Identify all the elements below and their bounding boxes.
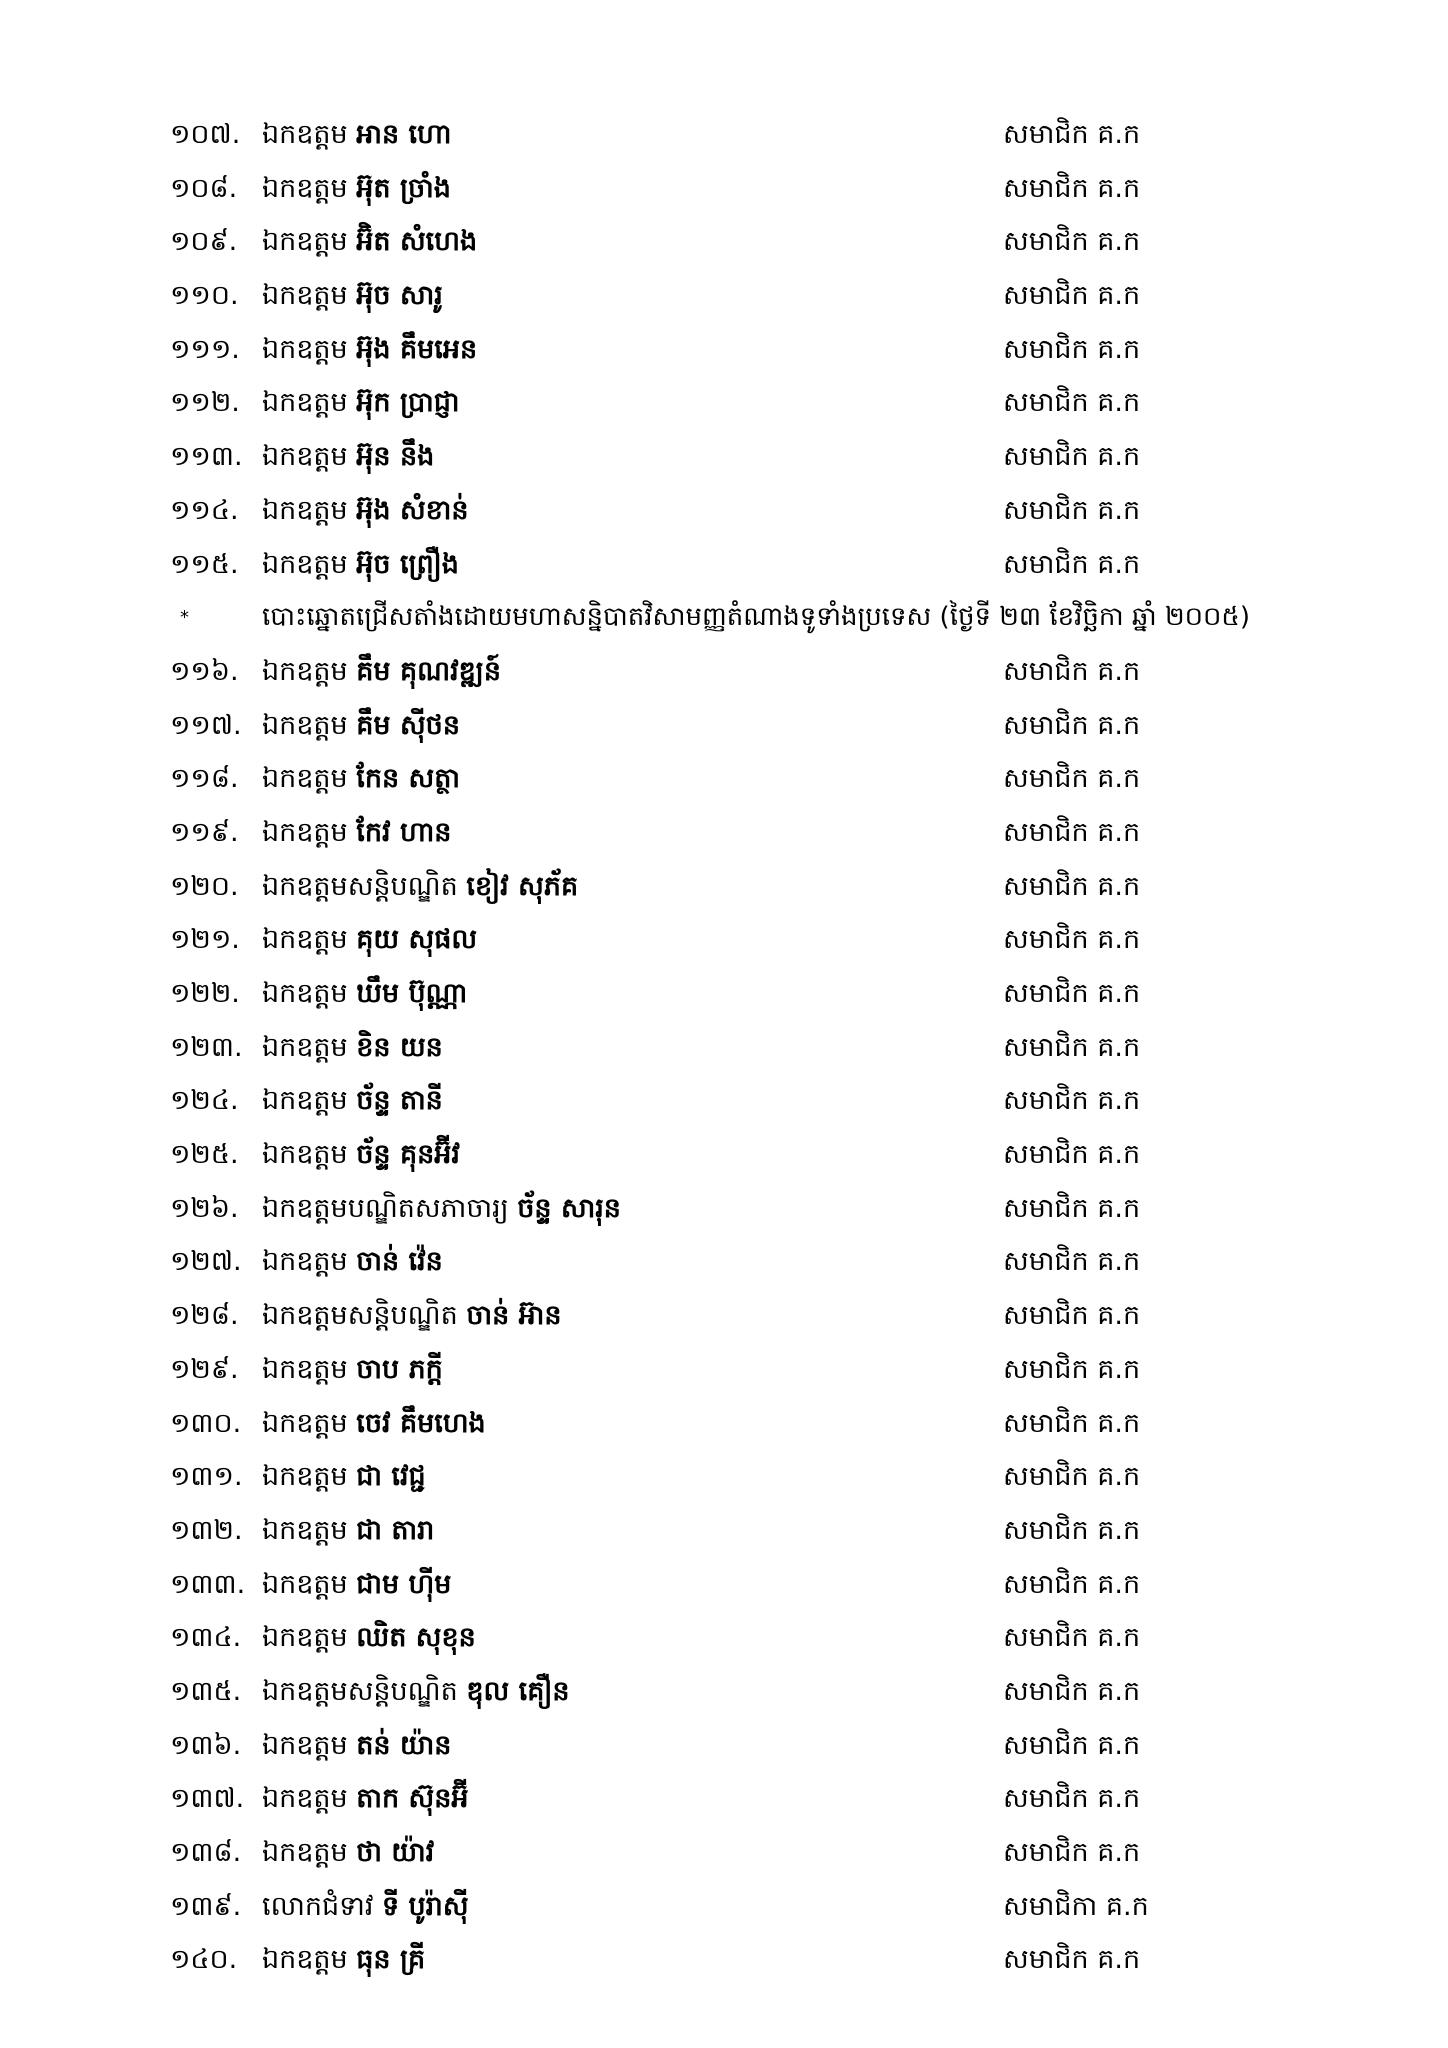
member-number: ១១៩. [170, 816, 239, 848]
member-role: សមាជិក គ.ក [1003, 1031, 1141, 1063]
member-name: តាក ស៊ុនអ៊ី [356, 1783, 469, 1815]
member-role: សមាជិក គ.ក [1003, 441, 1141, 473]
member-row [0, 484, 1448, 538]
member-title-text: ឯកឧត្តម [262, 1568, 348, 1600]
member-row [0, 1665, 1448, 1719]
member-row [0, 1235, 1448, 1289]
member-row [0, 860, 1448, 914]
member-title-text: ឯកឧត្តម [262, 978, 348, 1009]
spacer [348, 226, 357, 257]
member-title-text: ឯកឧត្តម [262, 1837, 348, 1868]
member-title [262, 538, 459, 592]
member-role: សមាជិក គ.ក [1003, 1353, 1141, 1385]
member-name: អ៊ុច សារូ [356, 280, 443, 312]
member-title [262, 1504, 434, 1558]
member-row [0, 1074, 1448, 1128]
spacer [348, 1408, 357, 1439]
member-number: ១១១. [170, 333, 240, 365]
member-name: ធុន គ្រី [356, 1944, 426, 1976]
member-name: អ៊ិត សំហេង [356, 226, 478, 258]
member-row [0, 162, 1448, 216]
member-row [0, 1182, 1448, 1236]
member-row [0, 1128, 1448, 1182]
member-title [262, 1933, 425, 1987]
member-row [0, 1289, 1448, 1343]
member-role: សមាជិក គ.ក [1003, 870, 1141, 902]
member-title-text: ឯកឧត្តម [262, 1622, 348, 1654]
member-name: គុយ សុផល [356, 924, 478, 956]
member-title [262, 1128, 460, 1182]
member-title [262, 1021, 443, 1075]
member-title-text: ឯកឧត្តម [262, 1729, 348, 1761]
member-title [262, 1074, 443, 1128]
member-row [0, 1450, 1448, 1504]
member-role: សមាជិក គ.ក [1003, 1514, 1141, 1546]
member-row [0, 967, 1448, 1021]
member-row [0, 1880, 1448, 1934]
member-title [262, 1611, 476, 1665]
member-group-before [0, 108, 1448, 591]
member-group-after [0, 645, 1448, 1987]
spacer [348, 763, 357, 794]
member-name: អាន ហោ [356, 119, 452, 150]
spacer [348, 1837, 357, 1868]
member-role: សមាជិក គ.ក [1003, 1085, 1141, 1117]
member-title [262, 1558, 451, 1612]
member-role: សមាជិក គ.ក [1003, 816, 1141, 848]
member-row [0, 215, 1448, 269]
member-title-text: ឯកឧត្តម [262, 1461, 348, 1493]
member-name: កែន សត្ថា [356, 763, 460, 795]
member-title-text: ឯកឧត្តម [262, 494, 348, 526]
member-number: ១១៤. [170, 494, 239, 526]
member-title-text: ឯកឧត្តម [262, 655, 348, 687]
member-title-text: ឯកឧត្តម [262, 226, 348, 258]
member-title [262, 162, 451, 216]
member-role: សមាជិក គ.ក [1003, 655, 1141, 687]
member-number: ១៣៧. [170, 1783, 245, 1815]
member-title [262, 860, 578, 914]
member-number: ១៣៣. [170, 1568, 246, 1600]
member-title-text: ឯកឧត្តម [262, 1139, 348, 1171]
member-title [262, 1665, 570, 1719]
member-number: ១៣៩. [170, 1890, 242, 1922]
member-title-text: ឯកឧត្តម [262, 119, 348, 150]
member-number: ១១៦. [170, 655, 239, 687]
spacer [348, 334, 357, 365]
member-number: ១០៩. [170, 226, 238, 258]
member-row [0, 1021, 1448, 1075]
member-role: សមាជិក គ.ក [1003, 226, 1141, 258]
member-role: សមាជិក គ.ក [1003, 1729, 1141, 1761]
member-role: សមាជិក គ.ក [1003, 1837, 1141, 1868]
member-row [0, 538, 1448, 592]
member-role: សមាជិក គ.ក [1003, 387, 1141, 419]
member-name: ឌុល គឿន [466, 1675, 570, 1707]
member-name: អ៊ុក ប្រាជ្ញា [356, 387, 460, 419]
member-role: សមាជិក គ.ក [1003, 333, 1141, 365]
member-role: សមាជិក គ.ក [1003, 119, 1141, 150]
member-title-text: ឯកឧត្តម [262, 816, 348, 848]
member-name: ចេវ គឹមហេង [356, 1407, 486, 1439]
member-name: ចាន់ វ៉េន [356, 1246, 443, 1278]
member-title [262, 1343, 443, 1397]
member-number: ១១០. [170, 280, 239, 312]
member-row [0, 1397, 1448, 1451]
member-row [0, 1558, 1448, 1612]
member-title-text: ឯកឧត្តម [262, 924, 348, 956]
member-title-text: ឯកឧត្តមសន្តិបណ្ឌិត [262, 870, 458, 902]
member-number: ១២២. [170, 978, 240, 1009]
member-role: សមាជិក គ.ក [1003, 1461, 1141, 1493]
spacer [348, 280, 357, 311]
member-role: សមាជិក គ.ក [1003, 763, 1141, 795]
member-row [0, 430, 1448, 484]
member-title [262, 108, 451, 162]
member-number: ១២៥. [170, 1139, 239, 1171]
member-title [262, 913, 477, 967]
member-role: សមាជិក គ.ក [1003, 1139, 1141, 1171]
member-title [262, 967, 467, 1021]
member-number: ១១៥. [170, 548, 239, 580]
member-role: សមាជិក គ.ក [1003, 978, 1141, 1009]
member-name: ចាន់ អ៊ាន [466, 1300, 562, 1332]
member-name: កែវ ហាន [356, 816, 452, 848]
spacer [348, 1944, 357, 1975]
member-number: ១៤០. [170, 1944, 238, 1976]
spacer [348, 1730, 357, 1761]
member-title-text: ឯកឧត្តម [262, 1246, 348, 1278]
member-number: ១០៨. [170, 172, 238, 204]
member-row [0, 376, 1448, 430]
member-role: សមាជិក គ.ក [1003, 1407, 1141, 1439]
member-title-text: ឯកឧត្តម [262, 1353, 348, 1385]
spacer [348, 549, 357, 580]
spacer [348, 495, 357, 526]
member-name: អ៊ុច ព្រឿង [356, 548, 459, 580]
spacer [348, 924, 357, 955]
member-title-text: ឯកឧត្តម [262, 548, 348, 580]
member-title-text: ឯកឧត្តម [262, 387, 348, 419]
member-name: ជា វេជ្ជ [356, 1461, 426, 1493]
member-name: គឹម ស៊ីថន [356, 709, 460, 741]
member-list [0, 108, 1448, 1987]
member-number: ១១៣. [170, 441, 243, 473]
member-title-text: ឯកឧត្តម [262, 763, 348, 795]
member-title [262, 1450, 426, 1504]
member-title [262, 430, 434, 484]
member-number: ១៣៨. [170, 1837, 242, 1868]
member-number: ១២០. [170, 870, 239, 902]
member-row [0, 1933, 1448, 1987]
member-title-text: ឯកឧត្តមសន្តិបណ្ឌិត [262, 1675, 458, 1707]
member-title [262, 1826, 434, 1880]
spacer [348, 119, 357, 150]
member-number: ១២៩. [170, 1353, 239, 1385]
member-row [0, 913, 1448, 967]
spacer [348, 1515, 357, 1546]
member-name: ឈិត សុខុន [356, 1622, 476, 1654]
member-title-text: ឯកឧត្តម [262, 1407, 348, 1439]
spacer [348, 441, 357, 472]
member-name: ច័ន្ទ តានី [356, 1085, 443, 1117]
spacer [348, 817, 357, 848]
member-role: សមាជិក គ.ក [1003, 1944, 1141, 1976]
member-name: គឹម គុណវឌ្ឍន៍ [356, 655, 501, 687]
member-title [262, 484, 469, 538]
member-title-text: ឯកឧត្តម [262, 172, 348, 204]
member-number: ១២៤. [170, 1085, 239, 1117]
member-title [262, 1235, 443, 1289]
member-row [0, 269, 1448, 323]
spacer [348, 1622, 357, 1653]
member-title-text: ឯកឧត្តម [262, 1514, 348, 1546]
member-title [262, 699, 460, 753]
member-row [0, 323, 1448, 377]
note-asterisk: * [180, 607, 189, 629]
member-title-text: ឯកឧត្តម [262, 333, 348, 365]
election-note [0, 591, 1448, 645]
spacer [348, 173, 357, 204]
member-number: ១២៦. [170, 1192, 239, 1224]
member-title [262, 323, 477, 377]
member-title [262, 1772, 469, 1826]
member-title-text: ឯកឧត្តម [262, 709, 348, 741]
member-title-text: លោកជំទាវ [262, 1890, 374, 1922]
member-number: ១៣២. [170, 1514, 243, 1546]
member-row [0, 752, 1448, 806]
member-name: ឃឹម ប៊ុណ្ណា [356, 978, 468, 1009]
spacer [348, 1461, 357, 1492]
member-title [262, 1289, 561, 1343]
member-name: ជា តារា [356, 1514, 435, 1546]
member-name: ចាប ភក្តី [356, 1353, 443, 1385]
member-number: ១២៣. [170, 1031, 243, 1063]
member-name: ច័ន្ទ សារុន [517, 1192, 621, 1224]
member-number: ១៣៥. [170, 1675, 242, 1707]
note-text: បោះឆ្នោតជ្រើសតាំងដោយមហាសន្និបាតវិសាមញ្ញតំណាងទូទាំងប្រទេស (ថ្ងៃទី ២៣ ខែវិច្ឆិកា ឆ្នាំ ២០០៥) [262, 602, 1250, 633]
member-title-text: ឯកឧត្តម [262, 1944, 348, 1976]
spacer [348, 1783, 357, 1814]
member-title [262, 1880, 469, 1934]
member-name: ច័ន្ទ គុនអ៊ីវ [356, 1139, 460, 1171]
member-number: ១៣០. [170, 1407, 242, 1439]
member-row [0, 1772, 1448, 1826]
member-title [262, 1397, 486, 1451]
member-row [0, 699, 1448, 753]
member-title [262, 1182, 621, 1236]
member-name: តន់ យ៉ាន [356, 1729, 452, 1761]
member-role: សមាជិក គ.ក [1003, 1783, 1141, 1815]
member-role: សមាជិក គ.ក [1003, 548, 1141, 580]
member-title [262, 215, 477, 269]
member-name: អ៊ុត ច្រាំង [356, 172, 451, 204]
member-title [262, 806, 451, 860]
member-name: ថា យ៉ាវ [356, 1837, 435, 1868]
member-role: សមាជិក គ.ក [1003, 1568, 1141, 1600]
member-row [0, 1343, 1448, 1397]
spacer [348, 978, 357, 1009]
member-number: ១០៧. [170, 119, 241, 150]
member-role: សមាជិក គ.ក [1003, 494, 1141, 526]
spacer [348, 1569, 357, 1600]
spacer [348, 710, 357, 741]
member-number: ១២១. [170, 924, 240, 956]
member-role: សមាជិក គ.ក [1003, 1300, 1141, 1332]
member-title-text: ឯកឧត្តម [262, 1783, 348, 1815]
member-title [262, 1719, 451, 1773]
member-row [0, 1719, 1448, 1773]
member-number: ១៣៦. [170, 1729, 242, 1761]
member-title-text: ឯកឧត្តម [262, 441, 348, 473]
member-role: សមាជិក គ.ក [1003, 1192, 1141, 1224]
member-title [262, 376, 459, 430]
member-number: ១១៧. [170, 709, 242, 741]
member-title-text: ឯកឧត្តមសន្តិបណ្ឌិត [262, 1300, 458, 1332]
spacer [348, 1032, 357, 1063]
member-role: សមាជិក គ.ក [1003, 709, 1141, 741]
spacer [348, 1085, 357, 1116]
member-title-text: ឯកឧត្តមបណ្ឌិតសភាចារ្យ [262, 1192, 509, 1224]
spacer [348, 1246, 357, 1277]
member-number: ១១២. [170, 387, 240, 419]
member-title-text: ឯកឧត្តម [262, 1031, 348, 1063]
member-name: ជាម ហ៊ីម [356, 1568, 452, 1600]
member-name: អ៊ុន នឹង [356, 441, 435, 473]
member-name: អ៊ុង គឹមអេន [356, 333, 478, 365]
member-name: ខៀវ សុភ័គ [466, 870, 579, 902]
spacer [348, 656, 357, 687]
member-title [262, 269, 443, 323]
member-role: សមាជិក គ.ក [1003, 1246, 1141, 1278]
member-row [0, 1504, 1448, 1558]
member-row [0, 108, 1448, 162]
member-title-text: ឯកឧត្តម [262, 280, 348, 312]
member-title-text: ឯកឧត្តម [262, 1085, 348, 1117]
member-number: ១៣១. [170, 1461, 243, 1493]
member-title [262, 645, 501, 699]
member-row [0, 645, 1448, 699]
spacer [373, 1891, 382, 1922]
member-role: សមាជិក គ.ក [1003, 280, 1141, 312]
spacer [348, 387, 357, 418]
member-name: ទី បូរ៉ាស៊ី [382, 1890, 469, 1922]
member-number: ១១៨. [170, 763, 239, 795]
member-role: សមាជិក គ.ក [1003, 1675, 1141, 1707]
member-row [0, 1826, 1448, 1880]
member-row [0, 806, 1448, 860]
member-role: សមាជិក គ.ក [1003, 1622, 1141, 1654]
member-number: ១២៧. [170, 1246, 242, 1278]
member-role: សមាជិកា គ.ក [1003, 1890, 1149, 1922]
member-name: ខិន យន [356, 1031, 443, 1063]
member-number: ១២៨. [170, 1300, 239, 1332]
member-role: សមាជិក គ.ក [1003, 924, 1141, 956]
member-row [0, 1611, 1448, 1665]
spacer [348, 1354, 357, 1385]
member-role: សមាជិក គ.ក [1003, 172, 1141, 204]
spacer [509, 1193, 518, 1224]
member-number: ១៣៤. [170, 1622, 242, 1654]
member-title [262, 752, 460, 806]
member-name: អ៊ុង សំខាន់ [356, 494, 469, 526]
spacer [348, 1139, 357, 1170]
